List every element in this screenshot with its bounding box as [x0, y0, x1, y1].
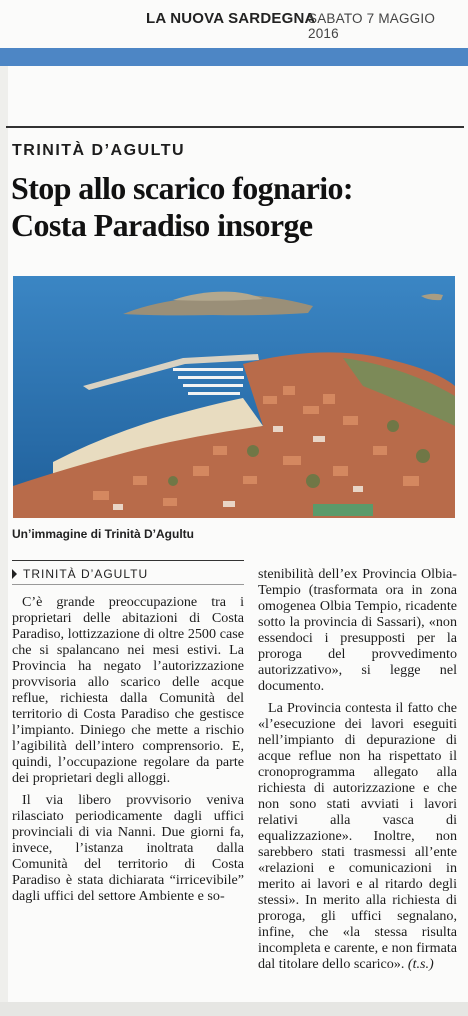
masthead [0, 0, 468, 48]
triangle-marker-icon [12, 569, 17, 579]
paragraph [258, 700, 457, 972]
paragraph: Il via libero provvisorio veniva rilasciato periodicamente dagli uffici provinciali di via Nanni. Due giorni fa, invece, l’istanza inoltrata dalla Comunità del territorio di Costa Paradiso è stata dichiarata “irricevibile” dagli uffici del settore Ambiente e so- [12, 792, 244, 904]
section-rule-top [12, 560, 244, 561]
top-rule [6, 126, 464, 128]
article-kicker: TRINITÀ D’AGULTU [12, 142, 186, 159]
author-signature: (t.s.) [407, 956, 434, 972]
article-column-2 [258, 566, 457, 972]
paragraph: stenibilità dell’ex Provincia Olbia- Tempio (trasformata ora in zona omogenea Olbia Tempio, ricadente sotto la provincia di Sassari), «non essendoci i presupposti per la proroga del provvedimento autorizzativo», si legge nel documento. [258, 566, 457, 694]
header-color-bar [0, 48, 468, 66]
section-tag-label: TRINITÀ D’AGULTU [23, 567, 149, 581]
paragraph-text: La Provincia contesta il fatto che «l’esecuzione dei lavori eseguiti nell’impianto di depurazione di acque reflue non ha rispettato il cronoprogramma allegato alla richiesta di autorizzazione e che non sono stati avviati i lavori relativi alla vasca di equalizzazione». Inoltre, non sarebbero stati trasmessi all’ente «relazioni e comunicazioni in merito ai lavori e al ritardo degli stessi». In merito alla richiesta di proroga, gli uffici segnalano, infine, che «la stessa risulta incompleta e carente, e non firmata dal titolare dello scarico». [258, 700, 457, 972]
section-rule-bottom [12, 584, 244, 585]
section-tag [12, 567, 148, 581]
headline-line-2: Costa Paradiso insorge [11, 207, 313, 243]
article-photo [13, 276, 455, 518]
coastal-town-photo [13, 276, 455, 518]
page-bottom-edge [0, 1002, 468, 1016]
paragraph: C’è grande preoccupazione tra i proprietari delle abitazioni di Costa Paradiso, lottizzazione di oltre 2500 case che si spalancano nei mesi estivi. La Provincia ha negato l’autorizzazione provvisoria allo scarico delle acque reflue, richiesta dalla Comunità del territorio di Costa Paradiso che gestisce l’impianto. Diniego che mette a rischio l’agibilità dell’intero comprensorio. E, quindi, l’occupazione regolare da parte dei proprietari degli alloggi. [12, 594, 244, 786]
newspaper-name: LA NUOVA SARDEGNA [146, 10, 316, 27]
photo-caption: Un’immagine di Trinità D’Agultu [12, 527, 195, 541]
article-headline [11, 170, 461, 244]
issue-date: SABATO 7 MAGGIO 2016 [308, 11, 436, 41]
article-column-1 [12, 594, 244, 904]
page-margin [0, 66, 8, 1016]
headline-line-1: Stop allo scarico fognario: [11, 170, 353, 206]
